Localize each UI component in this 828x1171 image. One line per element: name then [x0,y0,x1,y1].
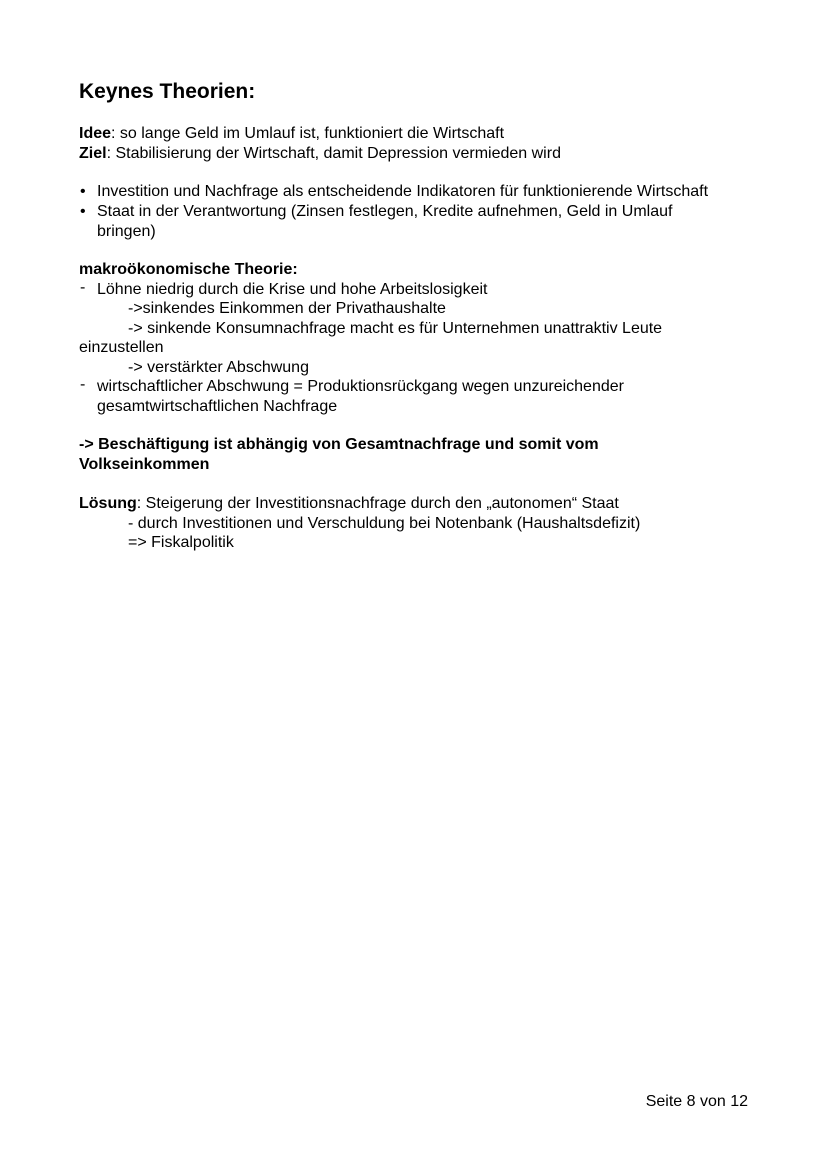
makro-line: Löhne niedrig durch die Krise und hohe Arbeitslosigkeit [97,281,488,298]
dash-marker: - [80,376,86,393]
bullet-item: Investition und Nachfrage als entscheidende Indikatoren für funktionierende Wirtschaft [97,183,709,200]
loesung-text: : Steigerung der Investitionsnachfrage durch den „autonomen“ Staat [136,495,619,512]
bullet-marker: • [80,183,86,200]
makro-heading: makroökonomische Theorie: [79,261,298,278]
bullet-item: Staat in der Verantwortung (Zinsen festlegen, Kredite aufnehmen, Geld in Umlauf [97,203,673,220]
idee-line [79,124,504,144]
conclusion-line: -> Beschäftigung ist abhängig von Gesamtnachfrage und somit vom [79,436,599,453]
ziel-text: : Stabilisierung der Wirtschaft, damit Depression vermieden wird [106,145,561,162]
loesung-detail: - durch Investitionen und Verschuldung bei Notenbank (Haushaltsdefizit) [128,515,641,532]
loesung-detail: => Fiskalpolitik [128,534,234,551]
idee-label: Idee [79,125,112,142]
loesung-line [79,494,619,514]
dash-marker: - [80,279,86,296]
page-number: Seite 8 von 12 [645,1093,748,1110]
ziel-line [79,144,561,164]
makro-line: -> verstärkter Abschwung [128,359,309,376]
idee-text: : so lange Geld im Umlauf ist, funktioniert die Wirtschaft [111,125,505,142]
loesung-label: Lösung [79,495,137,512]
page-title: Keynes Theorien: [79,80,256,103]
makro-line: -> sinkende Konsumnachfrage macht es für Unternehmen unattraktiv Leute [128,320,663,337]
bullet-item-continuation: bringen) [97,223,156,240]
ziel-label: Ziel [79,145,107,162]
makro-line: ->sinkendes Einkommen der Privathaushalte [128,300,446,317]
makro-line: einzustellen [79,339,164,356]
bullet-marker: • [80,203,86,220]
makro-line: wirtschaftlicher Abschwung = Produktionsrückgang wegen unzureichender [97,378,624,395]
conclusion-line: Volkseinkommen [79,456,210,473]
makro-line: gesamtwirtschaftlichen Nachfrage [97,398,338,415]
